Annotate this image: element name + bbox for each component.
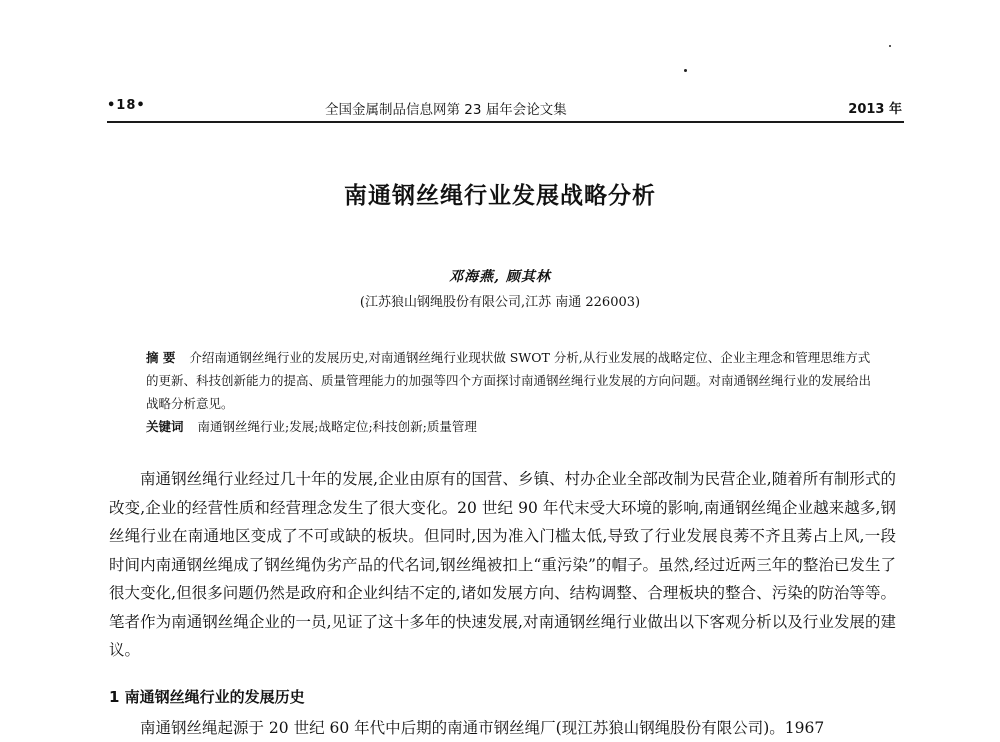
abstract-label: 摘 要	[146, 350, 176, 365]
keywords	[146, 415, 876, 438]
keywords-text: 南通钢丝绳行业;发展;战略定位;科技创新;质量管理	[197, 419, 477, 434]
section-first-line: 南通钢丝绳起源于 20 世纪 60 年代中后期的南通市钢丝绳厂(现江苏狼山钢绳股份有限公司)。1967	[140, 719, 825, 737]
abstract-text: 介绍南通钢丝绳行业的发展历史,对南通钢丝绳行业现状做 SWOT 分析,从行业发展的战略定位、企业主理念和管理思维方式的更新、科技创新能力的提高、质量管理能力的加强等四个方面探讨南通钢丝绳行业发展的方向问题。对南通钢丝绳行业的发展给出战略分析意见。	[146, 350, 872, 411]
scan-speck	[684, 69, 687, 72]
page-number: •18•	[107, 98, 146, 113]
keywords-label: 关键词	[146, 419, 184, 434]
publication-year: 2013 年	[848, 102, 902, 117]
section-heading: 1 南通钢丝绳行业的发展历史	[109, 688, 305, 706]
author-affiliation: (江苏狼山钢绳股份有限公司,江苏 南通 226003)	[359, 295, 641, 310]
intro-paragraph: 南通钢丝绳行业经过几十年的发展,企业由原有的国营、乡镇、村办企业全部改制为民营企业,随着所有制形式的改变,企业的经营性质和经营理念发生了很大变化。20 世纪 90 年代末受大环境的影响,南通钢丝绳企业越来越多,钢丝绳行业在南通地区变成了不可或缺的板块。但同时,因为准入门槛太低,导致了行业发展良莠不齐且莠占上风,一段时间内南通钢丝绳成了钢丝绳伪劣产品的代名词,钢丝绳被扣上“重污染”的帽子。虽然,经过近两三年的整治已发生了很大变化,但很多问题仍然是政府和企业纠结不定的,诸如发展方向、结构调整、合理板块的整合、污染的防治等等。笔者作为南通钢丝绳企业的一员,见证了这十多年的快速发展,对南通钢丝绳行业做出以下客观分析以及行业发展的建议。	[109, 470, 896, 659]
running-header	[107, 93, 904, 123]
journal-title: 全国金属制品信息网第 23 届年会论文集	[325, 102, 567, 118]
article-title: 南通钢丝绳行业发展战略分析	[344, 183, 656, 209]
scan-speck	[889, 45, 891, 47]
article-authors: 邓海燕, 顾其林	[449, 269, 551, 285]
abstract	[146, 346, 876, 415]
